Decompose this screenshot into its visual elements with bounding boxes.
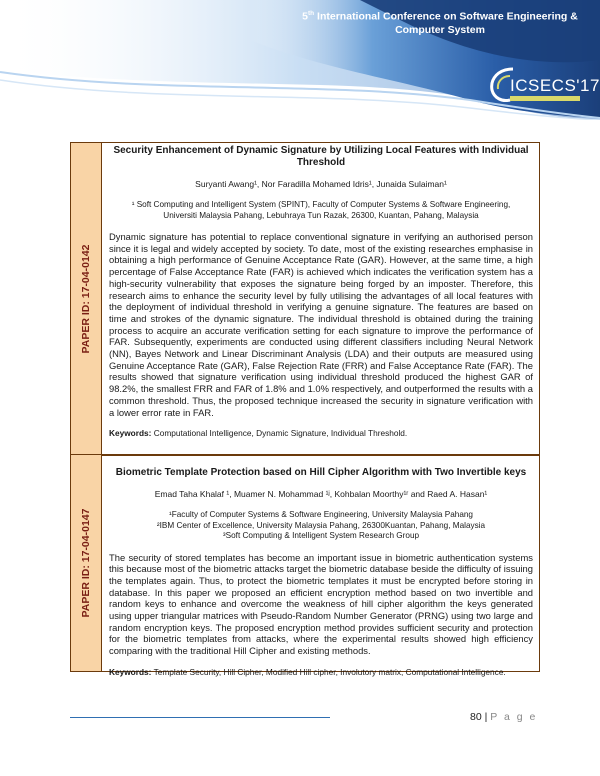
conference-title-line2: Computer System (395, 24, 485, 36)
paper-authors: Emad Taha Khalaf ¹, Muamer N. Mohammad ¹ʲ, Kohbalan Moorthy¹ʳ and Raed A. Hasan¹ (154, 489, 488, 499)
paper-abstract: Dynamic signature has potential to replace conventional signature in verifying an authorised person since it is legal and widely accepted by society. To date, most of the existing researches emphasise in obtaining a high performance of Genuine Acceptance Rate (GAR). However, at the same time, a high percentage of False Acceptance Rate (FAR) is achieved which indicates the verification system has a high-security vulnerability that exposes the signature being forged by an imposter. Therefore, this research aims to enhance the security level by fully utilising the advantages of all local features with the deployment of individual threshold in verifying a genuine signature. The features are based on time and strokes of the dynamic signature. The individual threshold is obtained during the training process to acquire an accurate verification setting for each signature to improve the performance of FAR. Subsequently, experiments are conducted using different classifiers including Neural Network (NN), Bayes Network and Linear Discriminant Analysis (LDA) and their outputs are measured using Genuine Acceptance Rate (GAR), False Rejection Rate (FRR) and False Acceptance Rate (FAR). The results showed that signature verification using individual threshold produced the highest GAR of 98.2%, the smallest FRR and FAR of 1.8% and 1.0% respectively, and outperformed the results with a common threshold. Thus, the proposed technique increased the security in signature verification with a lower error rate in FAR. (109, 231, 533, 418)
paper-abstract-box (70, 142, 540, 456)
paper-abstract-box (70, 454, 540, 677)
affiliation-line: ²IBM Center of Excellence, University Malaysia Pahang, 26300Kuantan, Pahang, Malaysia (156, 520, 486, 530)
footer-divider (70, 717, 330, 718)
keywords-text: Computational Intelligence, Dynamic Signature, Individual Threshold. (151, 428, 408, 439)
paper-keywords (109, 428, 533, 439)
paper-content (109, 455, 533, 677)
paper-authors: Suryanti Awang¹, Nor Faradilla Mohamed Idris¹, Junaida Sulaiman¹ (195, 179, 447, 189)
paper-id-sidebar (71, 455, 102, 671)
affiliation-line: ¹Faculty of Computer Systems & Software Engineering, University Malaysia Pahang (169, 510, 473, 519)
paper-id-label: PAPER ID: 17-04-0147 (80, 508, 92, 618)
paper-affiliation (109, 510, 533, 542)
conference-logo (488, 58, 600, 108)
conference-header (0, 0, 600, 120)
affiliation-line: ¹ Soft Computing and Intelligent System (SPINT), Faculty of Computer Systems & Software Engineering, (131, 200, 511, 209)
paper-keywords (109, 667, 533, 678)
keywords-label: Keywords: (109, 428, 152, 439)
page-word: P a g e (490, 711, 538, 723)
paper-affiliation (109, 200, 533, 221)
paper-title: Biometric Template Protection based on Hill Cipher Algorithm with Two Invertible keys (115, 467, 527, 478)
paper-abstract: The security of stored templates has become an important issue in biometric authentication systems this because most of the biometric attacks target the biometric database beside the difficulty of issuing the templates again. Thus, to protect the biometric templates it must be encrypted before storing in database. In this paper we proposed an efficient encryption method based on two invertible and random keys to enhance and overcome the weakness of hill cipher algorithm the keys generated using upper triangular matrices with Pseudo-Random Number Generator (PRNG) using two large and random encryption keys. The proposed encryption method provides sufficient security and protection for the biometric templates from attacks, where the experimental results showed high efficiency comparing with the traditional Hill Cipher and existing methods. (109, 551, 533, 657)
paper-content (109, 143, 533, 455)
paper-id-label: PAPER ID: 17-04-0142 (80, 244, 92, 354)
keywords-label: Keywords: (109, 666, 152, 677)
page-number-value: 80 (470, 711, 482, 723)
affiliation-line: ³Soft Computing & Intelligent System Research Group (222, 531, 420, 540)
logo-text: ICSECS'17 (510, 76, 600, 95)
paper-id-sidebar (71, 143, 102, 455)
logo-underline (510, 96, 580, 101)
page-separator: | (481, 711, 491, 723)
affiliation-line: Universiti Malaysia Pahang, Lebuhraya Tun Razak, 26300, Kuantan, Pahang, Malaysia (163, 210, 479, 220)
keywords-text: Template Security, Hill Cipher, Modified Hill cipher, Involutory matrix, Computational Intelligence. (151, 666, 506, 677)
page-number (470, 711, 537, 723)
conference-title-line1: 5th International Conference on Software Engineering & (302, 10, 578, 23)
paper-title: Security Enhancement of Dynamic Signature by Utilizing Local Features with Individual Threshold (113, 145, 529, 168)
